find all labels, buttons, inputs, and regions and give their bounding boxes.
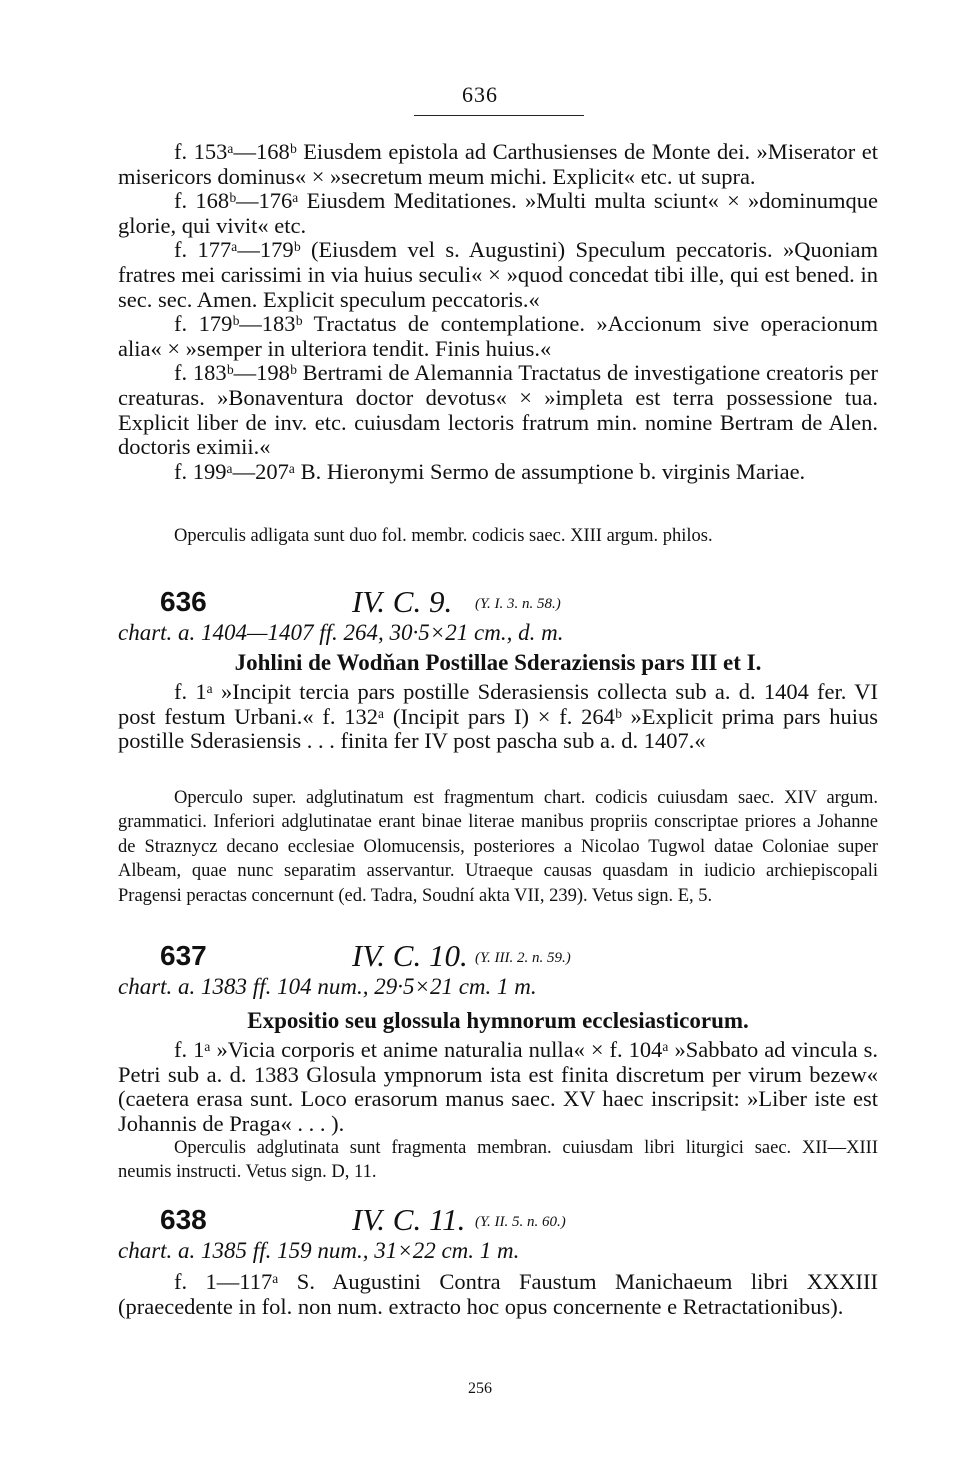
body-text: f. 1ᵃ »Vicia corporis et anime naturalia nulla« × f. 104ᵃ »Sabbato ad vincula s. Petri sub a. d. 1383 Glosula ympnorum ista est finita discretum per virum bezew« (caetera erasa sunt. Loco erasorum manus saec. XV haec inscripsit: »Liber iste est Johannis de Praga« . . . ). bbox=[118, 1037, 878, 1136]
old-shelf-mark: (Y. II. 5. n. 60.) bbox=[475, 1214, 566, 1230]
shelf-mark: IV. C. 10. bbox=[352, 938, 468, 973]
body-text: f. 1—117ᵃ S. Augustini Contra Faustum Manichaeum libri XXXIII (praecedente in fol. non num. extracto hoc opus concernente e Retractationibus). bbox=[118, 1269, 878, 1319]
entry-header bbox=[160, 1202, 880, 1238]
text-line: f. 179ᵇ—183ᵇ Tractatus de contemplatione. »Accionum sive operacionum alia« × »semper in ulteriora tendit. Finis huius.« bbox=[118, 311, 878, 361]
continued-entry-text bbox=[118, 140, 878, 484]
entry-number: 638 bbox=[160, 1204, 207, 1235]
shelf-mark: IV. C. 11. bbox=[352, 1202, 466, 1237]
entry-title: Johlini de Wodňan Postillae Sderaziensis pars III et I. bbox=[234, 650, 762, 675]
entry-title: Expositio seu glossula hymnorum ecclesiasticorum. bbox=[247, 1008, 749, 1033]
entry-number: 637 bbox=[160, 940, 207, 971]
header-rule bbox=[414, 115, 584, 116]
entry-number: 636 bbox=[160, 586, 207, 617]
entry-body bbox=[118, 1270, 878, 1319]
note-text: Operculis adglutinata sunt fragmenta membran. cuiusdam libri liturgici saec. XII—XIII neumis instructi. Vetus sign. D, 11. bbox=[118, 1138, 878, 1183]
note-text: Operculo super. adglutinatum est fragmentum chart. codicis cuiusdam saec. XIV argum. grammatici. Inferiori adglutinatae erant binae literae manibus propriis conscriptae priores a Johanne de Straznycz decano ecclesiae Olomucensis, posteriores a Nicolao Tugwol datae Coloniae super Albeam, quae nunc separatim asservantur. Utraeque causas quasdam in iudicio archiepiscopali Pragensi peractas concernunt (ed. Tadra, Soudní akta VII, 239). Vetus sign. E, 5. bbox=[118, 788, 878, 906]
text-line: f. 153ᵃ—168ᵇ Eiusdem epistola ad Carthusienses de Monte dei. »Miserator et misericors dominus« × »secretum meum michi. Explicit« etc. ut supra. bbox=[118, 139, 878, 189]
old-shelf-mark: (Y. III. 2. n. 59.) bbox=[475, 950, 571, 966]
note bbox=[118, 1136, 878, 1185]
text-line: f. 168ᵇ—176ᵃ Eiusdem Meditationes. »Multi multa sciunt« × »dominumque glorie, qui vivit« etc. bbox=[118, 188, 878, 238]
entry-body bbox=[118, 680, 878, 754]
text-line: f. 199ᵃ—207ᵃ B. Hieronymi Sermo de assumptione b. virginis Mariae. bbox=[174, 458, 806, 484]
shelf-mark: IV. C. 9. bbox=[352, 584, 453, 619]
note bbox=[118, 786, 878, 908]
entry-body bbox=[118, 1038, 878, 1136]
body-text: f. 1ᵃ »Incipit tercia pars postille Sderasiensis collecta sub a. d. 1404 fer. VI post festum Urbani.« f. 132ᵃ (Incipit pars I) × f. 264ᵇ »Explicit prima pars huius postille Sderasiensis . . . finita fer IV post pascha sub a. d. 1407.« bbox=[118, 679, 878, 754]
footer-page-number: 256 bbox=[468, 1380, 492, 1397]
note bbox=[118, 524, 878, 548]
entry-header bbox=[160, 584, 880, 620]
codex-description: chart. a. 1385 ff. 159 num., 31×22 cm. 1 m. bbox=[118, 1238, 520, 1263]
note-text: Operculis adligata sunt duo fol. membr. codicis saec. XIII argum. philos. bbox=[174, 526, 713, 546]
entry-header bbox=[160, 938, 880, 974]
codex-description: chart. a. 1383 ff. 104 num., 29·5×21 cm. 1 m. bbox=[118, 974, 537, 999]
text-line: f. 183ᵇ—198ᵇ Bertrami de Alemannia Tractatus de investigatione creatoris per creaturas. »Bonaventura doctor devotus« × »impleta est terra possessione tua. Explicit liber de inv. etc. cuiusdam lectoris fratrum min. nomine Bertram de Alen. doctoris eximii.« bbox=[118, 360, 878, 460]
page-number: 636 bbox=[462, 82, 498, 107]
codex-description: chart. a. 1404—1407 ff. 264, 30·5×21 cm., d. m. bbox=[118, 620, 564, 645]
old-shelf-mark: (Y. I. 3. n. 58.) bbox=[475, 596, 561, 612]
text-line: f. 177ᵃ—179ᵇ (Eiusdem vel s. Augustini) Speculum peccatoris. »Quoniam fratres mei carissimi in via huius seculi« × »quod concedat tibi ille, qui est bened. in sec. sec. Amen. Explicit speculum peccatoris.« bbox=[118, 237, 878, 312]
